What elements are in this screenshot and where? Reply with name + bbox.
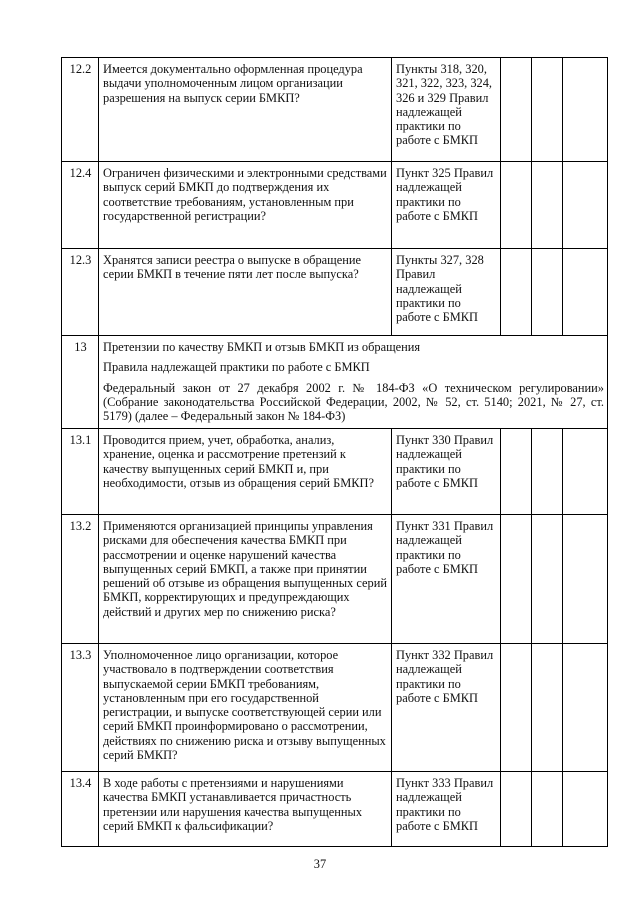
table-row <box>62 772 608 847</box>
answer-no-cell <box>532 162 563 249</box>
section-header <box>99 336 608 429</box>
answer-yes-cell <box>501 515 532 644</box>
answer-no-cell <box>532 772 563 847</box>
section-rules: Правила надлежащей практики по работе с БМКП <box>103 360 370 375</box>
answer-yes-cell <box>501 644 532 772</box>
table-row <box>62 162 608 249</box>
item-number: 12.4 <box>62 162 99 249</box>
reference-text: Пункт 333 Правил надлежащей практики по работе с БМКП <box>392 772 501 847</box>
note-cell <box>563 515 608 644</box>
answer-yes-cell <box>501 772 532 847</box>
item-number: 12.2 <box>62 58 99 162</box>
item-number: 13.3 <box>62 644 99 772</box>
requirement-text: Имеется документально оформленная процедура выдачи уполномоченным лицом организации разрешения на выпуск серии БМКП? <box>99 58 392 162</box>
reference-text: Пункты 318, 320, 321, 322, 323, 324, 326 и 329 Правил надлежащей практики по работе с БМКП <box>392 58 501 162</box>
answer-yes-cell <box>501 429 532 515</box>
reference-text: Пункт 332 Правил надлежащей практики по работе с БМКП <box>392 644 501 772</box>
requirement-text: Хранятся записи реестра о выпуске в обращение серии БМКП в течение пяти лет после выпуска? <box>99 249 392 336</box>
table-row <box>62 644 608 772</box>
answer-no-cell <box>532 644 563 772</box>
checklist-table <box>61 57 608 847</box>
table-row <box>62 515 608 644</box>
note-cell <box>563 58 608 162</box>
item-number: 12.3 <box>62 249 99 336</box>
requirement-text: Уполномоченное лицо организации, которое участвовало в подтверждении соответствия выпускаемой серии БМКП требованиям, установленным при его государственной регистрации, и выпуске соответствующей серии или серий БМКП проинформировано о рассмотрении, действиях по снижению риска и отзыву выпущенных серий БМКП? <box>99 644 392 772</box>
section-number: 13 <box>62 336 99 429</box>
table-row <box>62 249 608 336</box>
item-number: 13.2 <box>62 515 99 644</box>
page-number: 37 <box>313 857 327 871</box>
answer-no-cell <box>532 58 563 162</box>
requirement-text: Ограничен физическими и электронными средствами выпуск серий БМКП до подтверждения их соответствие требованиям, установленным при государственной регистрации? <box>99 162 392 249</box>
reference-text: Пункт 330 Правил надлежащей практики по работе с БМКП <box>392 429 501 515</box>
reference-text: Пункт 331 Правил надлежащей практики по работе с БМКП <box>392 515 501 644</box>
requirement-text: В ходе работы с претензиями и нарушениями качества БМКП устанавливается причастность претензии или нарушения качества выпущенных серий БМКП к фальсификации? <box>99 772 392 847</box>
table-row <box>62 429 608 515</box>
reference-text: Пункт 325 Правил надлежащей практики по работе с БМКП <box>392 162 501 249</box>
item-number: 13.4 <box>62 772 99 847</box>
note-cell <box>563 772 608 847</box>
note-cell <box>563 429 608 515</box>
requirement-text: Проводится прием, учет, обработка, анализ, хранение, оценка и рассмотрение претензий к качеству выпущенных серий БМКП и, при необходимости, отзыв из обращения серий БМКП? <box>99 429 392 515</box>
answer-no-cell <box>532 515 563 644</box>
section-law: Федеральный закон от 27 декабря 2002 г. № 184-ФЗ «О техническом регулировании» (Собрание законодательства Российской Федерации, 2002, № 52, ст. 5140; 2021, № 27, ст. 5179) (далее – Федеральный закон № 184-ФЗ) <box>103 380 604 424</box>
note-cell <box>563 162 608 249</box>
item-number: 13.1 <box>62 429 99 515</box>
table-row <box>62 58 608 162</box>
section-title: Претензии по качеству БМКП и отзыв БМКП из обращения <box>103 340 421 354</box>
note-cell <box>563 644 608 772</box>
answer-no-cell <box>532 249 563 336</box>
answer-yes-cell <box>501 249 532 336</box>
answer-yes-cell <box>501 162 532 249</box>
requirement-text: Применяются организацией принципы управления рисками для обеспечения качества БМКП при рассмотрении и оценке нарушений качества выпущенных серий БМКП, а также при принятии решений об отзыве из обращения выпущенных серий БМКП, корректирующих и предупреждающих действий и других мер по снижению риска? <box>99 515 392 644</box>
note-cell <box>563 249 608 336</box>
section-row <box>62 336 608 429</box>
reference-text: Пункты 327, 328 Правил надлежащей практики по работе с БМКП <box>392 249 501 336</box>
answer-no-cell <box>532 429 563 515</box>
answer-yes-cell <box>501 58 532 162</box>
